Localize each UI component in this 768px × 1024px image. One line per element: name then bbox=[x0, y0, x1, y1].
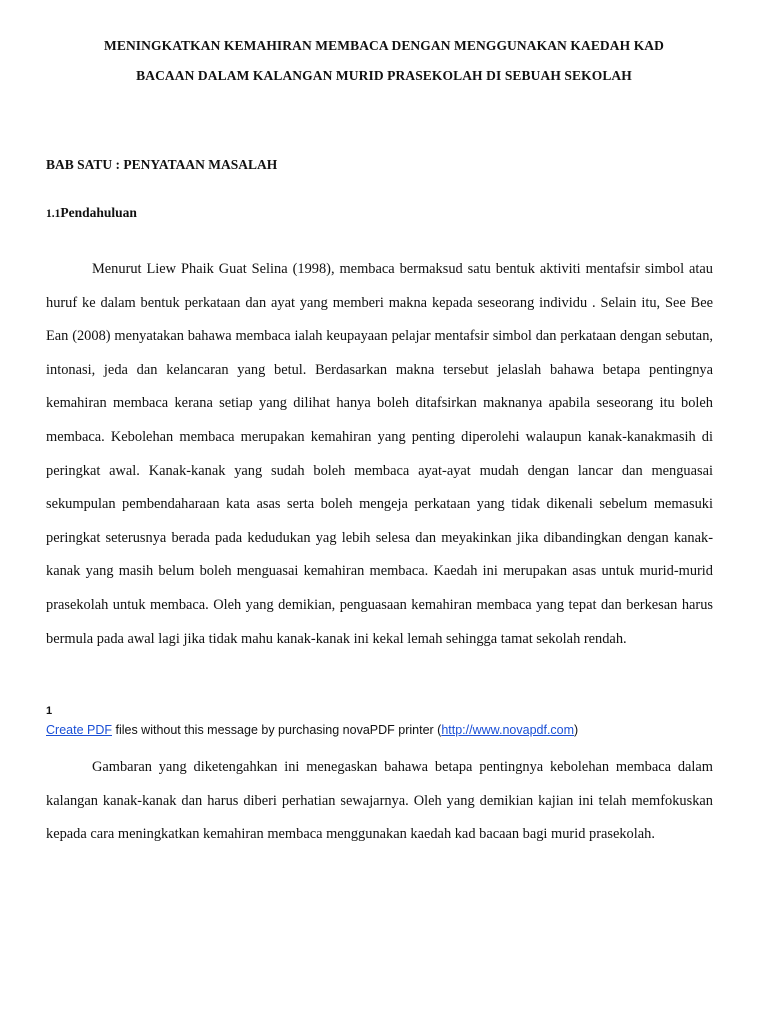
section-number: 1.1 bbox=[46, 208, 61, 220]
section-heading bbox=[46, 205, 137, 221]
section-title: Pendahuluan bbox=[60, 205, 137, 220]
intro-paragraph: Menurut Liew Phaik Guat Selina (1998), membaca bermaksud satu bentuk aktiviti mentafsir simbol atau huruf ke dalam bentuk perkataan dan ayat yang memberi makna kepada seseorang individu . Selain itu, See Bee Ean (2008) menyatakan bahawa membaca ialah keupayaan pelajar mentafsir simbol dan perkataan dengan sebutan, intonasi, jeda dan kelancaran yang betul. Berdasarkan makna tersebut jelaslah bahawa betapa pentingnya kemahiran membaca kerana setiap yang dilihat hanya boleh ditafsirkan maknanya apabila seseorang itu boleh membaca. Kebolehan membaca merupakan kemahiran yang penting diperolehi walaupun kanak-kanakmasih di peringkat awal. Kanak-kanak yang sudah boleh membaca ayat-ayat mudah dengan lancar dan menguasai sekumpulan pembendaharaan kata asas serta boleh mengeja perkataan yang tidak dikenali sebelum memasuki peringkat seterusnya berada pada kedudukan yag lebih selesa dan meyakinkan jika dibandingkan dengan kanak-kanak yang masih belum boleh menguasai kemahiran membaca. Kaedah ini merupakan asas untuk murid-murid prasekolah untuk membaca. Oleh yang demikian, penguasaan kemahiran membaca yang tepat dan berkesan harus bermula pada awal lagi jika tidak mahu kanak-kanak ini kekal lemah sehingga tamat sekolah rendah. bbox=[46, 261, 713, 647]
create-pdf-link[interactable]: Create PDF bbox=[46, 723, 112, 737]
novapdf-message-end: ) bbox=[574, 723, 579, 737]
novapdf-url-link[interactable]: http://www.novapdf.com bbox=[441, 723, 575, 737]
chapter-heading: BAB SATU : PENYATAAN MASALAH bbox=[46, 157, 278, 172]
novapdf-footer-message bbox=[46, 723, 578, 737]
document-title-line-1: MENINGKATKAN KEMAHIRAN MEMBACA DENGAN MENGGUNAKAN KAEDAH KAD bbox=[104, 38, 664, 53]
page-number: 1 bbox=[46, 705, 53, 717]
document-title-line-2: BACAAN DALAM KALANGAN MURID PRASEKOLAH DI SEBUAH SEKOLAH bbox=[136, 68, 632, 83]
second-paragraph: Gambaran yang diketengahkan ini menegaskan bahawa betapa pentingnya kebolehan membaca dalam kalangan kanak-kanak dan harus diberi perhatian sewajarnya. Oleh yang demikian kajian ini telah memfokuskan kepada cara meningkatkan kemahiran membaca menggunakan kaedah kad bacaan bagi murid prasekolah. bbox=[46, 759, 713, 843]
novapdf-message-text: files without this message by purchasing novaPDF printer ( bbox=[112, 723, 442, 737]
